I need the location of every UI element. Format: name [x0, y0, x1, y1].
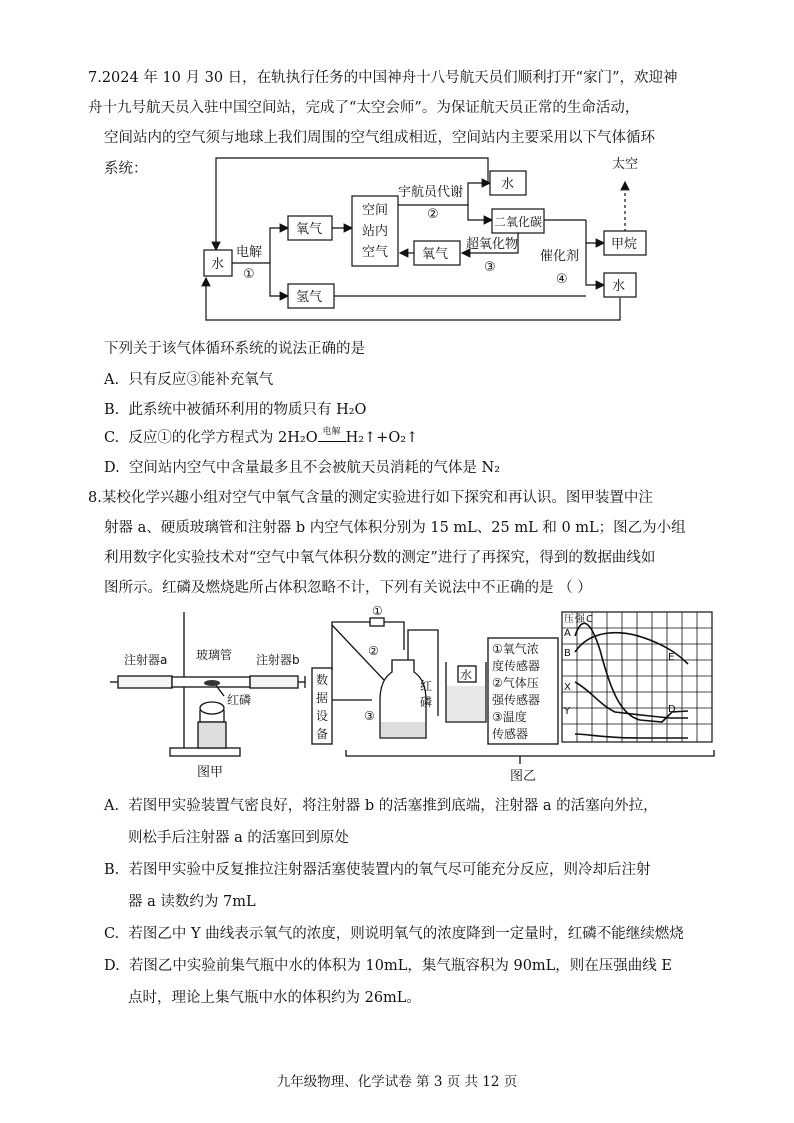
q8-line-1: 8.某校化学兴趣小组对空气中氧气含量的测定实验进行如下探究和再认识。图甲装置中注 [88, 490, 653, 506]
label-superoxide: 超氧化物 [466, 237, 519, 252]
q7-option-d[interactable]: D. 空间站内空气中含量最多且不会被航天员消耗的气体是 N₂ [104, 460, 501, 476]
label-step2: ② [427, 207, 439, 222]
q7-line-2: 舟十九号航天员入驻中国空间站，完成了“太空会师”。为保证航天员正常的生命活动， [88, 100, 640, 116]
q8-option-a[interactable]: A. 若图甲实验装置气密良好，将注射器 b 的活塞推到底端，注射器 a 的活塞向外拉， [104, 798, 658, 814]
caption-figure-a: 图甲 [197, 765, 224, 780]
caption-figure-b: 图乙 [510, 769, 537, 784]
curve-label-b: B [564, 648, 571, 659]
label-sensor-1a: ①氧气浓 [492, 642, 539, 656]
label-probe-1: ① [372, 605, 383, 618]
q8-option-a-cont: 则松手后注射器 a 的活塞回到原处 [128, 830, 349, 846]
label-data-1: 数 [316, 673, 329, 687]
label-probe-3: ③ [364, 709, 375, 723]
label-catalyst: 催化剂 [540, 249, 580, 264]
label-pressure-2: 强 [575, 614, 585, 625]
q8-line-3: 利用数字化实验技术对“空气中氧气体积分数的测定”进行了再探究，得到的数据曲线如 [104, 550, 656, 566]
label-red-p-2: 磷 [420, 695, 433, 709]
label-pressure-1: 压 [564, 614, 574, 625]
q8-option-b[interactable]: B. 若图甲实验中反复推拉注射器活塞使装置内的氧气尽可能充分反应，则冷却后注射 [104, 862, 651, 878]
q7-cycle-diagram [190, 145, 650, 330]
q7-line-3: 空间站内的空气须与地球上我们周围的空气组成相近，空间站内主要采用以下气体循环 [104, 130, 655, 146]
q8-option-c[interactable]: C. 若图乙中 Y 曲线表示氧气的浓度，则说明氧气的浓度降到一定量时，红磷不能继续燃烧 [104, 926, 684, 942]
curve-label-a: A [564, 628, 571, 639]
label-water-left: 水 [211, 257, 225, 272]
label-data-2: 据 [316, 691, 329, 705]
q7-option-b[interactable]: B. 此系统中被循环利用的物质只有 H₂O [104, 402, 367, 418]
q7-option-c[interactable]: C. 反应①的化学方程式为 2H₂O 电解 H₂↑+O₂↑ [104, 427, 419, 446]
label-water-top: 水 [501, 177, 515, 192]
q8-option-d-cont: 点时，理论上集气瓶中水的体积约为 26mL。 [128, 990, 421, 1006]
label-sensor-1b: 度传感器 [492, 659, 541, 673]
q8-line-2: 射器 a、硬质玻璃管和注射器 b 内空气体积分别为 15 mL、25 mL 和 0 mL；图乙为小组 [104, 520, 686, 536]
q7-option-a[interactable]: A. 只有反应③能补充氧气 [104, 372, 274, 388]
label-beaker-water: 水 [460, 668, 473, 682]
label-red-p-1: 红 [420, 679, 433, 693]
label-station-air-2: 站内 [362, 224, 389, 239]
curve-label-x: X [564, 682, 571, 693]
label-sensor-3a: ③温度 [492, 710, 527, 724]
label-step1: ① [243, 267, 255, 282]
page-footer: 九年级物理、化学试卷 第 3 页 共 12 页 [276, 1074, 518, 1090]
label-syringe-a: 注射器a [124, 653, 168, 667]
label-probe-2: ② [368, 644, 379, 658]
figure-b-apparatus [310, 605, 720, 785]
q7-line-4: 系统： [104, 161, 148, 177]
q8-line-4: 图所示。红磷及燃烧匙所占体积忽略不计，下列有关说法中不正确的是 （ ） [104, 580, 592, 596]
label-data-4: 备 [316, 727, 329, 741]
curve-label-e: E [668, 652, 675, 663]
label-space: 太空 [612, 157, 639, 172]
label-glass-tube: 玻璃管 [196, 648, 233, 662]
curve-label-d: D [668, 704, 676, 715]
label-hydrogen: 氢气 [296, 290, 323, 305]
q8-option-b-cont: 器 a 读数约为 7mL [128, 894, 256, 910]
label-co2: 二氧化碳 [494, 215, 543, 229]
figure-a-apparatus [110, 605, 325, 780]
label-sensor-2b: 强传感器 [492, 693, 541, 707]
q7-line-1: 7.2024 年 10 月 30 日，在轨执行任务的中国神舟十八号航天员们顺利打开“家门”，欢迎神 [88, 70, 678, 86]
label-oxygen-top: 氧气 [296, 222, 323, 237]
label-water-right: 水 [612, 279, 626, 294]
curve-label-c: C [586, 614, 593, 625]
label-red-phosphorus: 红磷 [227, 693, 252, 707]
label-sensor-3b: 传感器 [492, 727, 529, 741]
label-electrolysis: 电解 [236, 245, 263, 260]
label-step3: ③ [484, 260, 496, 275]
label-step4: ④ [556, 272, 568, 287]
curve-label-y: Y [564, 706, 571, 717]
label-metabolism: 宇航员代谢 [398, 185, 464, 200]
label-methane: 甲烷 [611, 237, 638, 252]
label-data-3: 设 [316, 709, 329, 723]
label-oxygen-mid: 氧气 [422, 247, 449, 262]
q7-question: 下列关于该气体循环系统的说法正确的是 [104, 341, 365, 357]
label-syringe-b: 注射器b [256, 653, 300, 667]
label-station-air-3: 空气 [362, 245, 389, 260]
q8-option-d[interactable]: D. 若图乙中实验前集气瓶中水的体积为 10mL，集气瓶容积为 90mL，则在压强曲线 E [104, 958, 673, 974]
label-station-air-1: 空间 [362, 203, 389, 218]
label-sensor-2a: ②气体压 [492, 676, 539, 690]
